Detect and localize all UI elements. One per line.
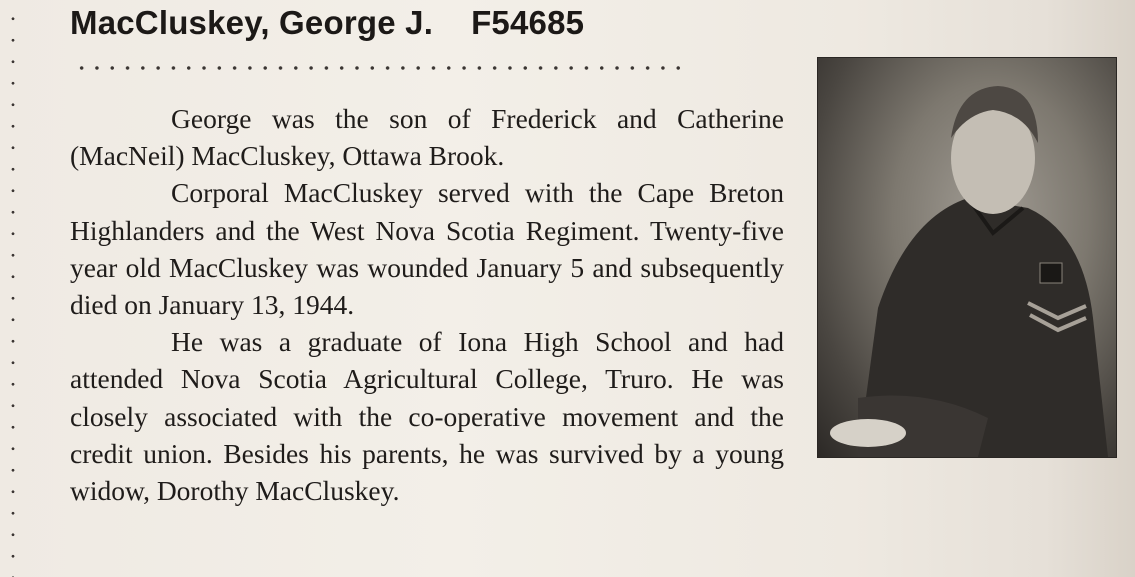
paragraph-parents: George was the son of Frederick and Catherine (MacNeil) MacCluskey, Ottawa Brook. xyxy=(70,103,784,172)
person-name: MacCluskey, George J. xyxy=(70,4,434,41)
page-binding-dots xyxy=(10,0,16,577)
biography-text xyxy=(70,100,784,509)
service-number: F54685 xyxy=(471,4,585,41)
dotted-rule xyxy=(74,64,686,72)
entry-header xyxy=(70,4,584,42)
paragraph-service: Corporal MacCluskey served with the Cape Breton Highlanders and the West Nova Scotia Regiment. Twenty-five year old MacCluskey was wounded January 5 and subsequently died on January 13, 1944. xyxy=(70,177,784,321)
paragraph-education: He was a graduate of Iona High School and had attended Nova Scotia Agricultural College, Truro. He was closely associated with the co-operative movement and the credit union. Besides his parents, he was survived by a young widow, Dorothy MacCluskey. xyxy=(70,326,784,507)
portrait-photo xyxy=(817,57,1117,458)
shoulder-badge xyxy=(1040,263,1062,283)
